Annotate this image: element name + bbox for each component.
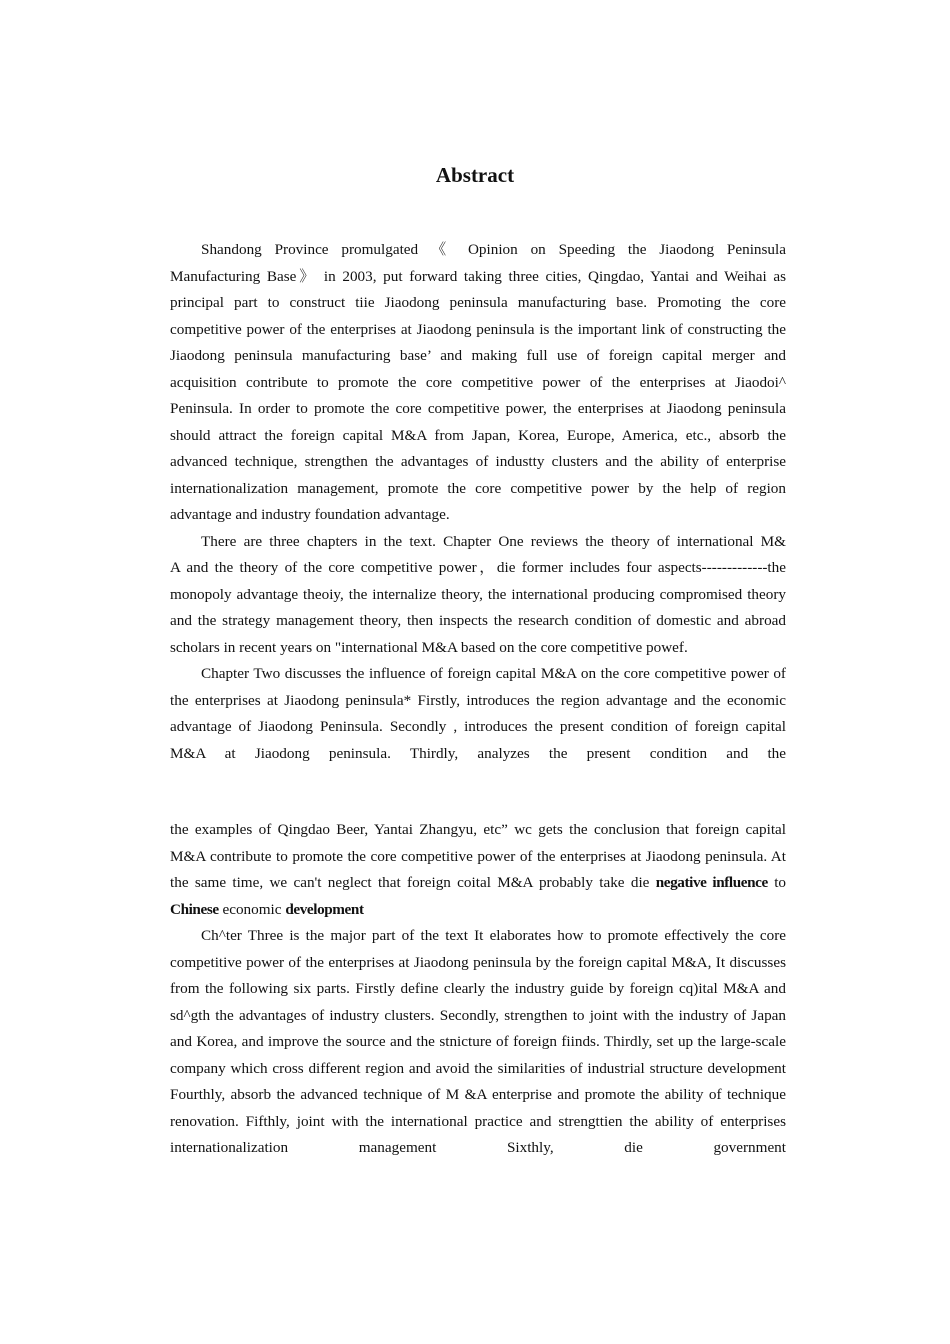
abstract-body-lower bbox=[170, 817, 786, 1162]
emphasis-to: to bbox=[774, 874, 787, 891]
page-title: Abstract bbox=[435, 163, 515, 187]
paragraph-conclusion bbox=[170, 817, 786, 923]
abstract-body-upper bbox=[170, 237, 786, 767]
conclusion-text: the examples of Qingdao Beer, Yantai Zhangyu, etc” wc gets the conclusion that foreign capital M&A contribute to promote the core competitive power of the enterprises at Jiaodong peninsula. At the same time, we can't neglect that foreign coital M&A probably take die bbox=[170, 821, 786, 891]
emphasis-chinese: Chinese bbox=[170, 900, 219, 918]
paragraph-chapters-start: There are three chapters in the text. Chapter One reviews the theory of international M& bbox=[201, 532, 786, 550]
paragraph-chapter-two: Chapter Two discusses the influence of foreign capital M&A on the core competitive power of the enterprises at Jiaodong peninsula* Firstly, introduces the region advantage and the economic advantage of Jiaodong Peninsula. Secondly , introduces the present condition of foreign capital M&A at Jiaodong peninsula. Thirdly, analyzes the present condition and the bbox=[170, 665, 786, 762]
emphasis-economic: economic bbox=[222, 900, 282, 918]
paragraph-chapter-one: A and the theory of the core competitive power，die former includes four aspects-------------the monopoly advantage theoiy, the internalize theory, the international producing compromised theory and the strategy management theory, then inspects the research condition of domestic and abroad scholars in recent years on "international M&A based on the core competitive powef. bbox=[170, 559, 786, 656]
paragraph-chapter-three: Ch^ter Three is the major part of the text It elaborates how to promote effectively the core competitive power of the enterprises at Jiaodong peninsula by the foreign capital M&A, It discusses from the following six parts. Firstly define clearly the industry guide by foreign cq)ital M&A and sd^gth the advantages of industry clusters. Secondly, strengthen to joint with the industry of Japan and Korea, and improve the source and the stnicture of foreign fiinds. Thirdly, set up the large-scale company which cross different region and avoid the similarities of industrial structure development Fourthly, absorb the advanced technique of M &A enterprise and promote the ability of technique renovation. Fifthly, joint with the international practice and strengttien the ability of enterprises internationalization management Sixthly, die government bbox=[170, 927, 786, 1156]
paragraph-intro: Shandong Province promulgated 《 Opinion on Speeding the Jiaodong Peninsula Manufacturing Base》 in 2003, put forward taking three cities, Qingdao, Yantai and Weihai as principal part to construct tiie Jiaodong peninsula manufacturing base. Promoting the core competitive power of the enterprises at Jiaodong peninsula is the important link of constructing the Jiaodong peninsula manufacturing base’ and making full use of foreign capital merger and acquisition contribute to promote the core competitive power of the enterprises at Jiaodoi^ Peninsula. In order to promote the core competitive power, the enterprises at Jiaodong peninsula should attract the foreign capital M&A from Japan, Korea, Europe, America, etc., absorb the advanced technique, strengthen the advantages of industty clusters and the ability of enterprise internationalization management, promote the core competitive power by the help of region advantage and industry foundation advantage. bbox=[170, 241, 786, 523]
emphasis-negative-influence: negative influence bbox=[655, 874, 768, 891]
emphasis-development: development bbox=[285, 900, 364, 918]
